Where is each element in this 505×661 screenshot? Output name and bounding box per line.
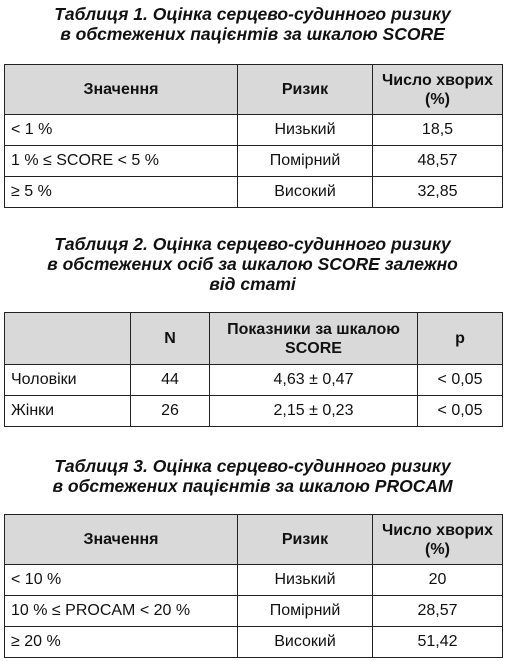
table-cell: Помірний (238, 146, 373, 177)
table-cell: < 10 % (5, 565, 238, 596)
table-cell: ≥ 5 % (5, 177, 238, 208)
header-cell: Ризик (238, 65, 373, 115)
caption-line: Таблиця 1. Оцінка серцево-судинного ризику (54, 4, 451, 24)
table-cell: 18,5 (373, 115, 503, 146)
caption-line: Таблиця 2. Оцінка серцево-судинного ризику (54, 234, 451, 254)
table-cell: 20 (373, 565, 503, 596)
table-cell: 1 % ≤ SCORE < 5 % (5, 146, 238, 177)
table-cell: 28,57 (373, 596, 503, 627)
table-cell: Помірний (238, 596, 373, 627)
header-cell: Число хворих (%) (373, 65, 503, 115)
caption-line: в обстежених осіб за шкалою SCORE залежно (47, 254, 458, 274)
table-cell: < 1 % (5, 115, 238, 146)
header-cell: Ризик (238, 515, 373, 565)
table-cell: 48,57 (373, 146, 503, 177)
table-row (5, 396, 503, 427)
table-cell: < 0,05 (418, 396, 503, 427)
header-cell: p (418, 313, 503, 365)
table-row (5, 627, 503, 658)
table-cell: ≥ 20 % (5, 627, 238, 658)
header-cell: Число хворих (%) (373, 515, 503, 565)
table-cell: 32,85 (373, 177, 503, 208)
header-cell: N (131, 313, 210, 365)
table-cell: Низький (238, 115, 373, 146)
table-row (5, 596, 503, 627)
table1 (4, 64, 503, 208)
table-cell: 4,63 ± 0,47 (210, 365, 418, 396)
caption-line: від статі (209, 274, 296, 294)
table-cell: < 0,05 (418, 365, 503, 396)
caption-line: Таблиця 3. Оцінка серцево-судинного ризику (54, 456, 451, 476)
table-header-row (5, 515, 503, 565)
table1-caption (0, 4, 505, 44)
table-header-row (5, 313, 503, 365)
table-cell: Чоловіки (5, 365, 131, 396)
table-cell: 10 % ≤ PROCAM < 20 % (5, 596, 238, 627)
table-header-row (5, 65, 503, 115)
header-cell: Значення (5, 515, 238, 565)
table2 (4, 312, 503, 427)
header-cell: Значення (5, 65, 238, 115)
table-row (5, 177, 503, 208)
table2-caption (0, 234, 505, 294)
table-row (5, 365, 503, 396)
table-cell: 51,42 (373, 627, 503, 658)
table-row (5, 115, 503, 146)
table-cell: Високий (238, 177, 373, 208)
table-cell: 26 (131, 396, 210, 427)
table3-caption (0, 456, 505, 496)
caption-line: в обстежених пацієнтів за шкалою SCORE (60, 24, 445, 44)
table-cell: Високий (238, 627, 373, 658)
table-row (5, 565, 503, 596)
table-cell: Низький (238, 565, 373, 596)
header-cell: Показники за шкалою SCORE (210, 313, 418, 365)
table-cell: 2,15 ± 0,23 (210, 396, 418, 427)
table3 (4, 514, 503, 658)
header-cell (5, 313, 131, 365)
caption-line: в обстежених пацієнтів за шкалою PROCAM (52, 476, 453, 496)
table-cell: Жінки (5, 396, 131, 427)
table-cell: 44 (131, 365, 210, 396)
table-row (5, 146, 503, 177)
